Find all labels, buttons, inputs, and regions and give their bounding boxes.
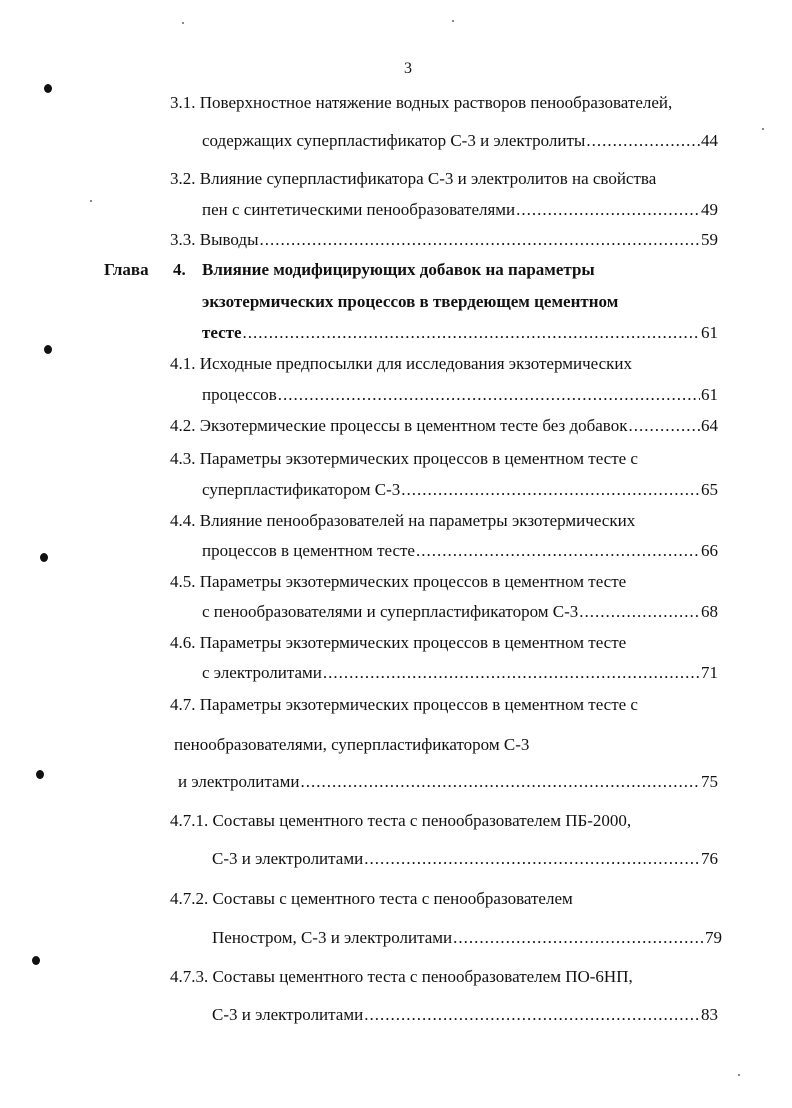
toc-entry-4-2	[170, 415, 718, 437]
toc-entry-4-7-title-line-2: пенообразователями, суперпластификатором С-3	[174, 735, 530, 754]
scan-speck	[90, 200, 92, 202]
toc-entry-chapter-4	[202, 322, 718, 344]
toc-entry-4-7-2-title: 4.7.2. Составы с цементного теста с пенообразователем	[170, 889, 573, 908]
binder-hole-mark	[36, 770, 44, 779]
leader-dots	[243, 322, 700, 344]
toc-page-number: 68	[701, 602, 718, 621]
toc-page-number: 75	[701, 772, 718, 791]
scan-speck	[182, 22, 184, 24]
toc-entry-text: с электролитами	[202, 663, 322, 682]
scan-speck	[762, 128, 764, 130]
toc-entry-text: процессов в цементном тесте	[202, 541, 415, 560]
toc-entry-3-3	[170, 229, 718, 251]
toc-entry-4-1-title: 4.1. Исходные предпосылки для исследования экзотермических	[170, 354, 632, 373]
toc-entry-text: 3.3. Выводы	[170, 230, 259, 249]
toc-entry-3-2	[202, 199, 718, 221]
toc-entry-4-4	[202, 540, 718, 562]
toc-entry-4-5-title: 4.5. Параметры экзотермических процессов в цементном тесте	[170, 572, 627, 591]
binder-hole-mark	[40, 553, 48, 562]
toc-entry-text: 4.2. Экзотермические процессы в цементном тесте без добавок	[170, 416, 628, 435]
toc-entry-4-6	[202, 662, 718, 684]
toc-page-number: 71	[701, 663, 718, 682]
toc-page-number: 61	[701, 385, 718, 404]
chapter-4-title-line-2: экзотермических процессов в твердеющем цементном	[202, 292, 619, 311]
toc-page-number: 59	[701, 230, 718, 249]
toc-entry-4-3-title: 4.3. Параметры экзотермических процессов в цементном тесте с	[170, 449, 638, 468]
toc-page-number: 49	[701, 200, 718, 219]
toc-page-number: 64	[701, 416, 718, 435]
page-number: 3	[404, 60, 412, 77]
leader-dots	[586, 130, 700, 152]
toc-entry-4-6-title: 4.6. Параметры экзотермических процессов в цементном тесте	[170, 633, 627, 652]
toc-page-number: 61	[701, 323, 718, 342]
toc-entry-text: Пеностром, С-3 и электролитами	[212, 928, 453, 947]
binder-hole-mark	[44, 84, 52, 93]
chapter-4-title-line-1: Влияние модифицирующих добавок на параметры	[202, 260, 595, 279]
scan-speck	[452, 20, 454, 22]
toc-entry-text: суперпластификатором С-3	[202, 480, 401, 499]
toc-entry-4-7-3	[212, 1004, 718, 1026]
toc-page-number: 83	[701, 1005, 718, 1024]
toc-entry-text: тесте	[202, 323, 242, 342]
toc-entry-text: с пенообразователями и суперпластификатором С-3	[202, 602, 579, 621]
toc-page-number: 44	[701, 131, 718, 150]
toc-page-number: 65	[701, 480, 718, 499]
leader-dots	[278, 384, 700, 406]
toc-entry-4-3	[202, 479, 718, 501]
toc-entry-3-1-title: 3.1. Поверхностное натяжение водных растворов пенообразователей,	[170, 93, 673, 112]
toc-entry-4-1	[202, 384, 718, 406]
chapter-number: 4.	[173, 260, 186, 279]
toc-entry-4-7-3-title: 4.7.3. Составы цементного теста с пенообразователем ПО-6НП,	[170, 967, 633, 986]
toc-entry-4-7-1	[212, 848, 718, 870]
toc-entry-text: процессов	[202, 385, 277, 404]
leader-dots	[416, 540, 700, 562]
leader-dots	[300, 771, 700, 793]
toc-entry-text: пен с синтетическими пенообразователями	[202, 200, 516, 219]
toc-page-number: 66	[701, 541, 718, 560]
leader-dots	[453, 927, 704, 949]
leader-dots	[364, 1004, 700, 1026]
toc-entry-3-2-title: 3.2. Влияние суперпластификатора С-3 и электролитов на свойства	[170, 169, 657, 188]
toc-entry-4-7	[178, 771, 718, 793]
toc-page-number: 76	[701, 849, 718, 868]
toc-entry-text: С-3 и электролитами	[212, 849, 364, 868]
toc-entry-4-7-title: 4.7. Параметры экзотермических процессов в цементном тесте с	[170, 695, 638, 714]
leader-dots	[323, 662, 700, 684]
chapter-label: Глава	[104, 260, 149, 279]
toc-entry-4-7-2	[212, 927, 722, 949]
toc-entry-3-1	[202, 130, 718, 152]
toc-entry-text: и электролитами	[178, 772, 300, 791]
toc-entry-text: С-3 и электролитами	[212, 1005, 364, 1024]
toc-entry-4-5	[202, 601, 718, 623]
scan-speck	[738, 1074, 740, 1076]
leader-dots	[516, 199, 700, 221]
binder-hole-mark	[32, 956, 40, 965]
toc-entry-4-4-title: 4.4. Влияние пенообразователей на параметры экзотермических	[170, 511, 636, 530]
toc-page-number: 79	[705, 928, 722, 947]
leader-dots	[579, 601, 700, 623]
leader-dots	[401, 479, 700, 501]
binder-hole-mark	[44, 345, 52, 354]
leader-dots	[628, 415, 700, 437]
leader-dots	[364, 848, 700, 870]
toc-entry-text: содержащих суперпластификатор С-3 и электролиты	[202, 131, 586, 150]
toc-entry-4-7-1-title: 4.7.1. Составы цементного теста с пенообразователем ПБ-2000,	[170, 811, 632, 830]
leader-dots	[260, 229, 700, 251]
